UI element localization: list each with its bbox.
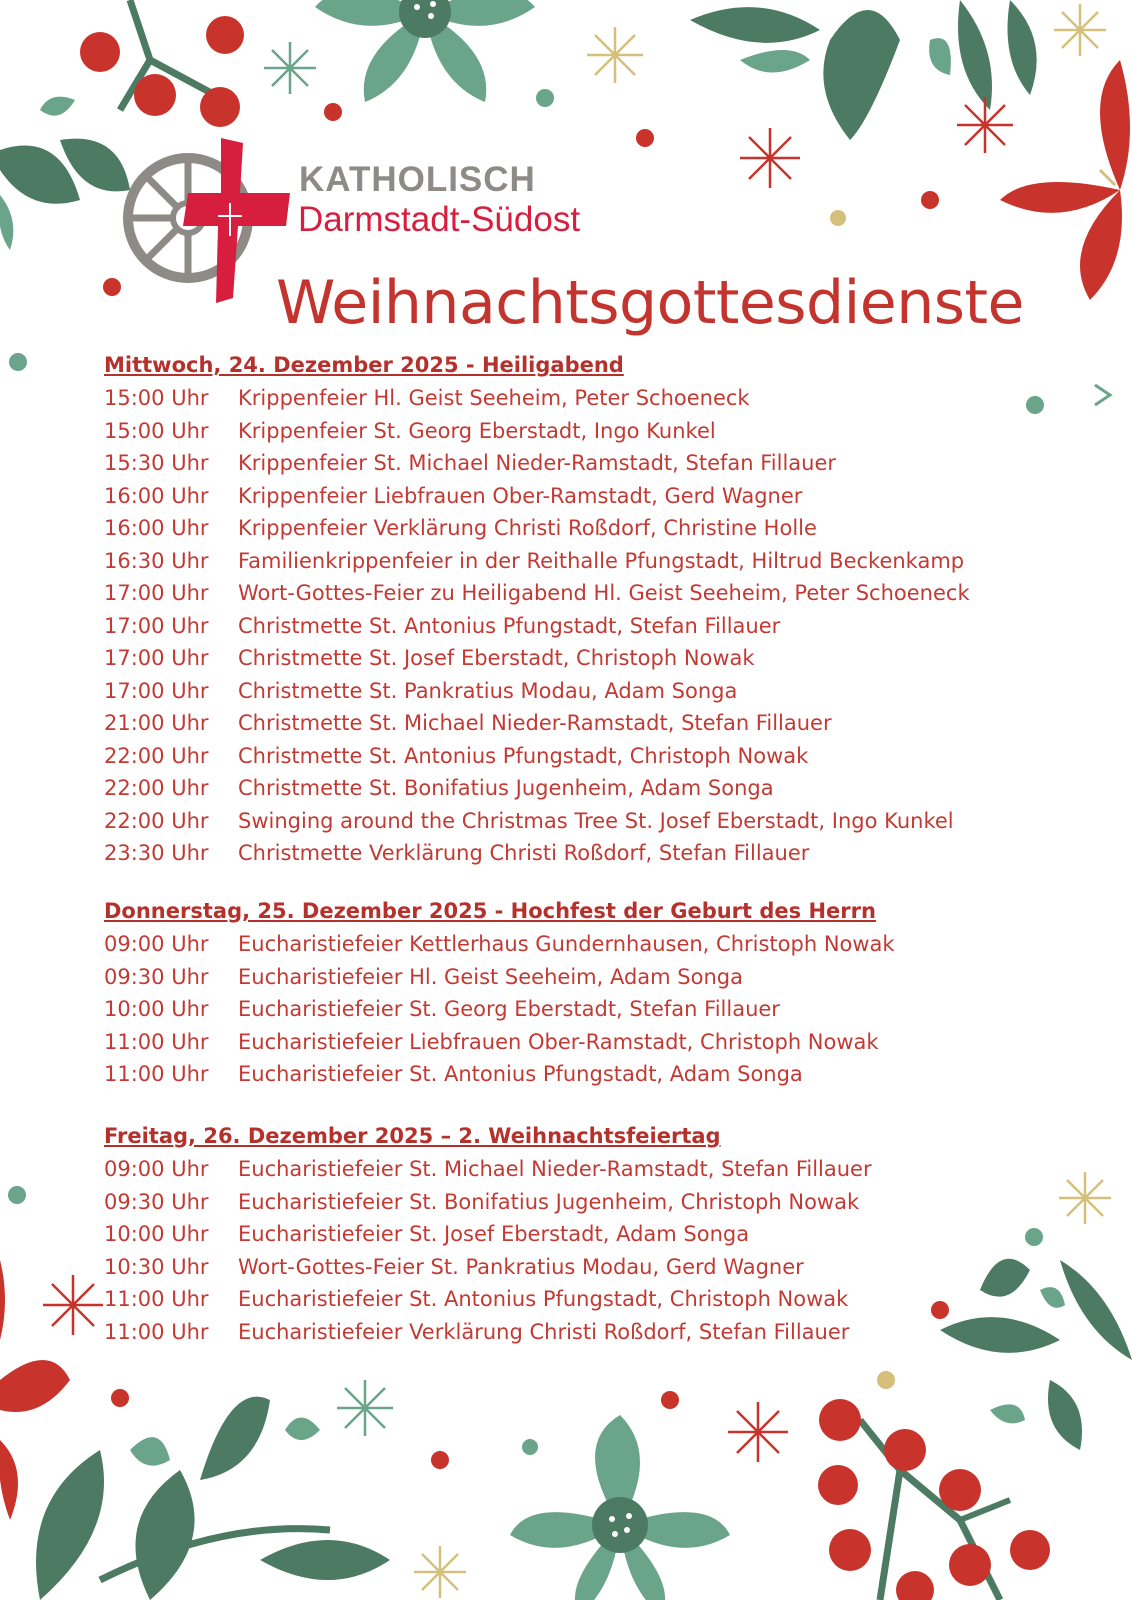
- service-time: 15:00 Uhr: [104, 418, 209, 443]
- service-time: 11:00 Uhr: [104, 1029, 209, 1054]
- service-time: 15:30 Uhr: [104, 451, 209, 475]
- service-time: 17:00 Uhr: [104, 678, 209, 703]
- service-desc: Eucharistiefeier Kettlerhaus Gundernhausen, Christoph Nowak: [238, 932, 895, 956]
- service-time: 10:00 Uhr: [104, 1222, 209, 1246]
- service-row: [104, 993, 895, 1026]
- service-row: [104, 772, 970, 805]
- service-desc: Eucharistiefeier Verklärung Christi Roßdorf, Stefan Fillauer: [238, 1319, 850, 1344]
- church-logo-icon: [118, 138, 293, 306]
- service-row: [104, 545, 970, 578]
- service-desc: Krippenfeier Verklärung Christi Roßdorf, Christine Holle: [238, 516, 817, 540]
- service-desc: Christmette St. Josef Eberstadt, Christoph Nowak: [238, 646, 755, 670]
- service-row: [104, 512, 970, 545]
- service-desc: Christmette St. Michael Nieder-Ramstadt, Stefan Fillauer: [238, 711, 832, 735]
- service-desc: Eucharistiefeier Liebfrauen Ober-Ramstadt, Christoph Nowak: [238, 1029, 879, 1054]
- day-heading: Mittwoch, 24. Dezember 2025 - Heiligabend: [104, 353, 624, 377]
- service-row: [104, 642, 970, 675]
- service-time: 11:00 Uhr: [104, 1287, 209, 1311]
- service-time: 15:00 Uhr: [104, 386, 209, 410]
- service-row: [104, 447, 970, 480]
- service-time: 16:00 Uhr: [104, 516, 209, 540]
- service-row: [104, 610, 970, 643]
- service-row: [104, 1026, 895, 1059]
- service-desc: Wort-Gottes-Feier St. Pankratius Modau, Gerd Wagner: [238, 1254, 804, 1279]
- service-time: 22:00 Uhr: [104, 808, 209, 833]
- poinsettia-icon: [1000, 60, 1130, 300]
- service-row: [104, 1316, 872, 1349]
- service-time: 16:30 Uhr: [104, 548, 209, 573]
- day-section-25: [104, 895, 895, 1091]
- service-desc: Eucharistiefeier St. Antonius Pfungstadt, Adam Songa: [238, 1062, 803, 1086]
- service-time: 09:00 Uhr: [104, 1157, 209, 1181]
- service-desc: Christmette Verklärung Christi Roßdorf, Stefan Fillauer: [238, 841, 810, 865]
- service-row: [104, 928, 895, 961]
- org-name-bottom: Darmstadt-Südost: [298, 200, 581, 239]
- service-time: 09:30 Uhr: [104, 1189, 209, 1214]
- service-row: [104, 382, 970, 415]
- service-row: [104, 1283, 872, 1316]
- day-section-26: [104, 1120, 872, 1348]
- service-time: 11:00 Uhr: [104, 1062, 209, 1086]
- service-desc: Swinging around the Christmas Tree St. Josef Eberstadt, Ingo Kunkel: [238, 808, 954, 833]
- day-section-24: [104, 349, 970, 870]
- service-desc: Krippenfeier Hl. Geist Seeheim, Peter Schoeneck: [238, 386, 750, 410]
- service-desc: Eucharistiefeier St. Josef Eberstadt, Adam Songa: [238, 1222, 750, 1246]
- berry-branch-icon: [80, 0, 244, 127]
- day-heading: Freitag, 26. Dezember 2025 – 2. Weihnachtsfeiertag: [104, 1124, 721, 1148]
- service-time: 16:00 Uhr: [104, 483, 209, 508]
- service-time: 17:00 Uhr: [104, 613, 209, 638]
- service-desc: Christmette St. Antonius Pfungstadt, Stefan Fillauer: [238, 613, 781, 638]
- service-desc: Christmette St. Bonifatius Jugenheim, Adam Songa: [238, 776, 774, 800]
- service-time: 11:00 Uhr: [104, 1319, 209, 1344]
- service-desc: Christmette St. Pankratius Modau, Adam Songa: [238, 678, 738, 703]
- leaf-icon: [36, 1397, 390, 1600]
- berry-branch-icon: [818, 1399, 1050, 1600]
- service-row: [104, 740, 970, 773]
- service-time: 17:00 Uhr: [104, 646, 209, 670]
- poinsettia-icon: [510, 1415, 730, 1600]
- service-time: 21:00 Uhr: [104, 711, 209, 735]
- poinsettia-icon: [0, 1260, 70, 1520]
- service-row: [104, 675, 970, 708]
- service-desc: Krippenfeier Liebfrauen Ober-Ramstadt, Gerd Wagner: [238, 483, 803, 508]
- service-row: [104, 805, 970, 838]
- service-desc: Eucharistiefeier St. Michael Nieder-Ramstadt, Stefan Fillauer: [238, 1157, 872, 1181]
- service-row: [104, 480, 970, 513]
- service-desc: Eucharistiefeier Hl. Geist Seeheim, Adam Songa: [238, 964, 743, 989]
- service-time: 09:30 Uhr: [104, 964, 209, 989]
- service-desc: Krippenfeier St. Michael Nieder-Ramstadt, Stefan Fillauer: [238, 451, 837, 475]
- service-row: [104, 1186, 872, 1219]
- service-row: [104, 961, 895, 994]
- service-desc: Krippenfeier St. Georg Eberstadt, Ingo Kunkel: [238, 418, 716, 443]
- service-time: 22:00 Uhr: [104, 743, 209, 768]
- service-row: [104, 837, 970, 870]
- service-time: 10:00 Uhr: [104, 997, 209, 1021]
- service-desc: Wort-Gottes-Feier zu Heiligabend Hl. Geist Seeheim, Peter Schoeneck: [238, 581, 970, 605]
- service-desc: Familienkrippenfeier in der Reithalle Pfungstadt, Hiltrud Beckenkamp: [238, 548, 965, 573]
- service-row: [104, 577, 970, 610]
- service-desc: Eucharistiefeier St. Antonius Pfungstadt, Christoph Nowak: [238, 1287, 849, 1311]
- service-desc: Eucharistiefeier St. Georg Eberstadt, Stefan Fillauer: [238, 997, 780, 1021]
- leaf-icon: [1095, 385, 1110, 405]
- leaf-icon: [940, 1259, 1132, 1450]
- page-title: Weihnachtsgottesdienste: [276, 268, 1024, 338]
- service-row: [104, 1058, 895, 1091]
- service-time: 23:30 Uhr: [104, 841, 209, 865]
- service-time: 10:30 Uhr: [104, 1254, 209, 1279]
- org-name-top: KATHOLISCH: [299, 160, 536, 199]
- service-row: [104, 1153, 872, 1186]
- service-desc: Eucharistiefeier St. Bonifatius Jugenheim, Christoph Nowak: [238, 1189, 860, 1214]
- service-row: [104, 1251, 872, 1284]
- service-time: 09:00 Uhr: [104, 932, 209, 956]
- leaf-icon: [0, 97, 130, 250]
- poinsettia-icon: [315, 0, 535, 102]
- service-time: 22:00 Uhr: [104, 776, 209, 800]
- day-heading: Donnerstag, 25. Dezember 2025 - Hochfest der Geburt des Herrn: [104, 899, 876, 923]
- service-row: [104, 415, 970, 448]
- service-desc: Christmette St. Antonius Pfungstadt, Christoph Nowak: [238, 743, 809, 768]
- service-row: [104, 1218, 872, 1251]
- service-row: [104, 707, 970, 740]
- service-time: 17:00 Uhr: [104, 581, 209, 605]
